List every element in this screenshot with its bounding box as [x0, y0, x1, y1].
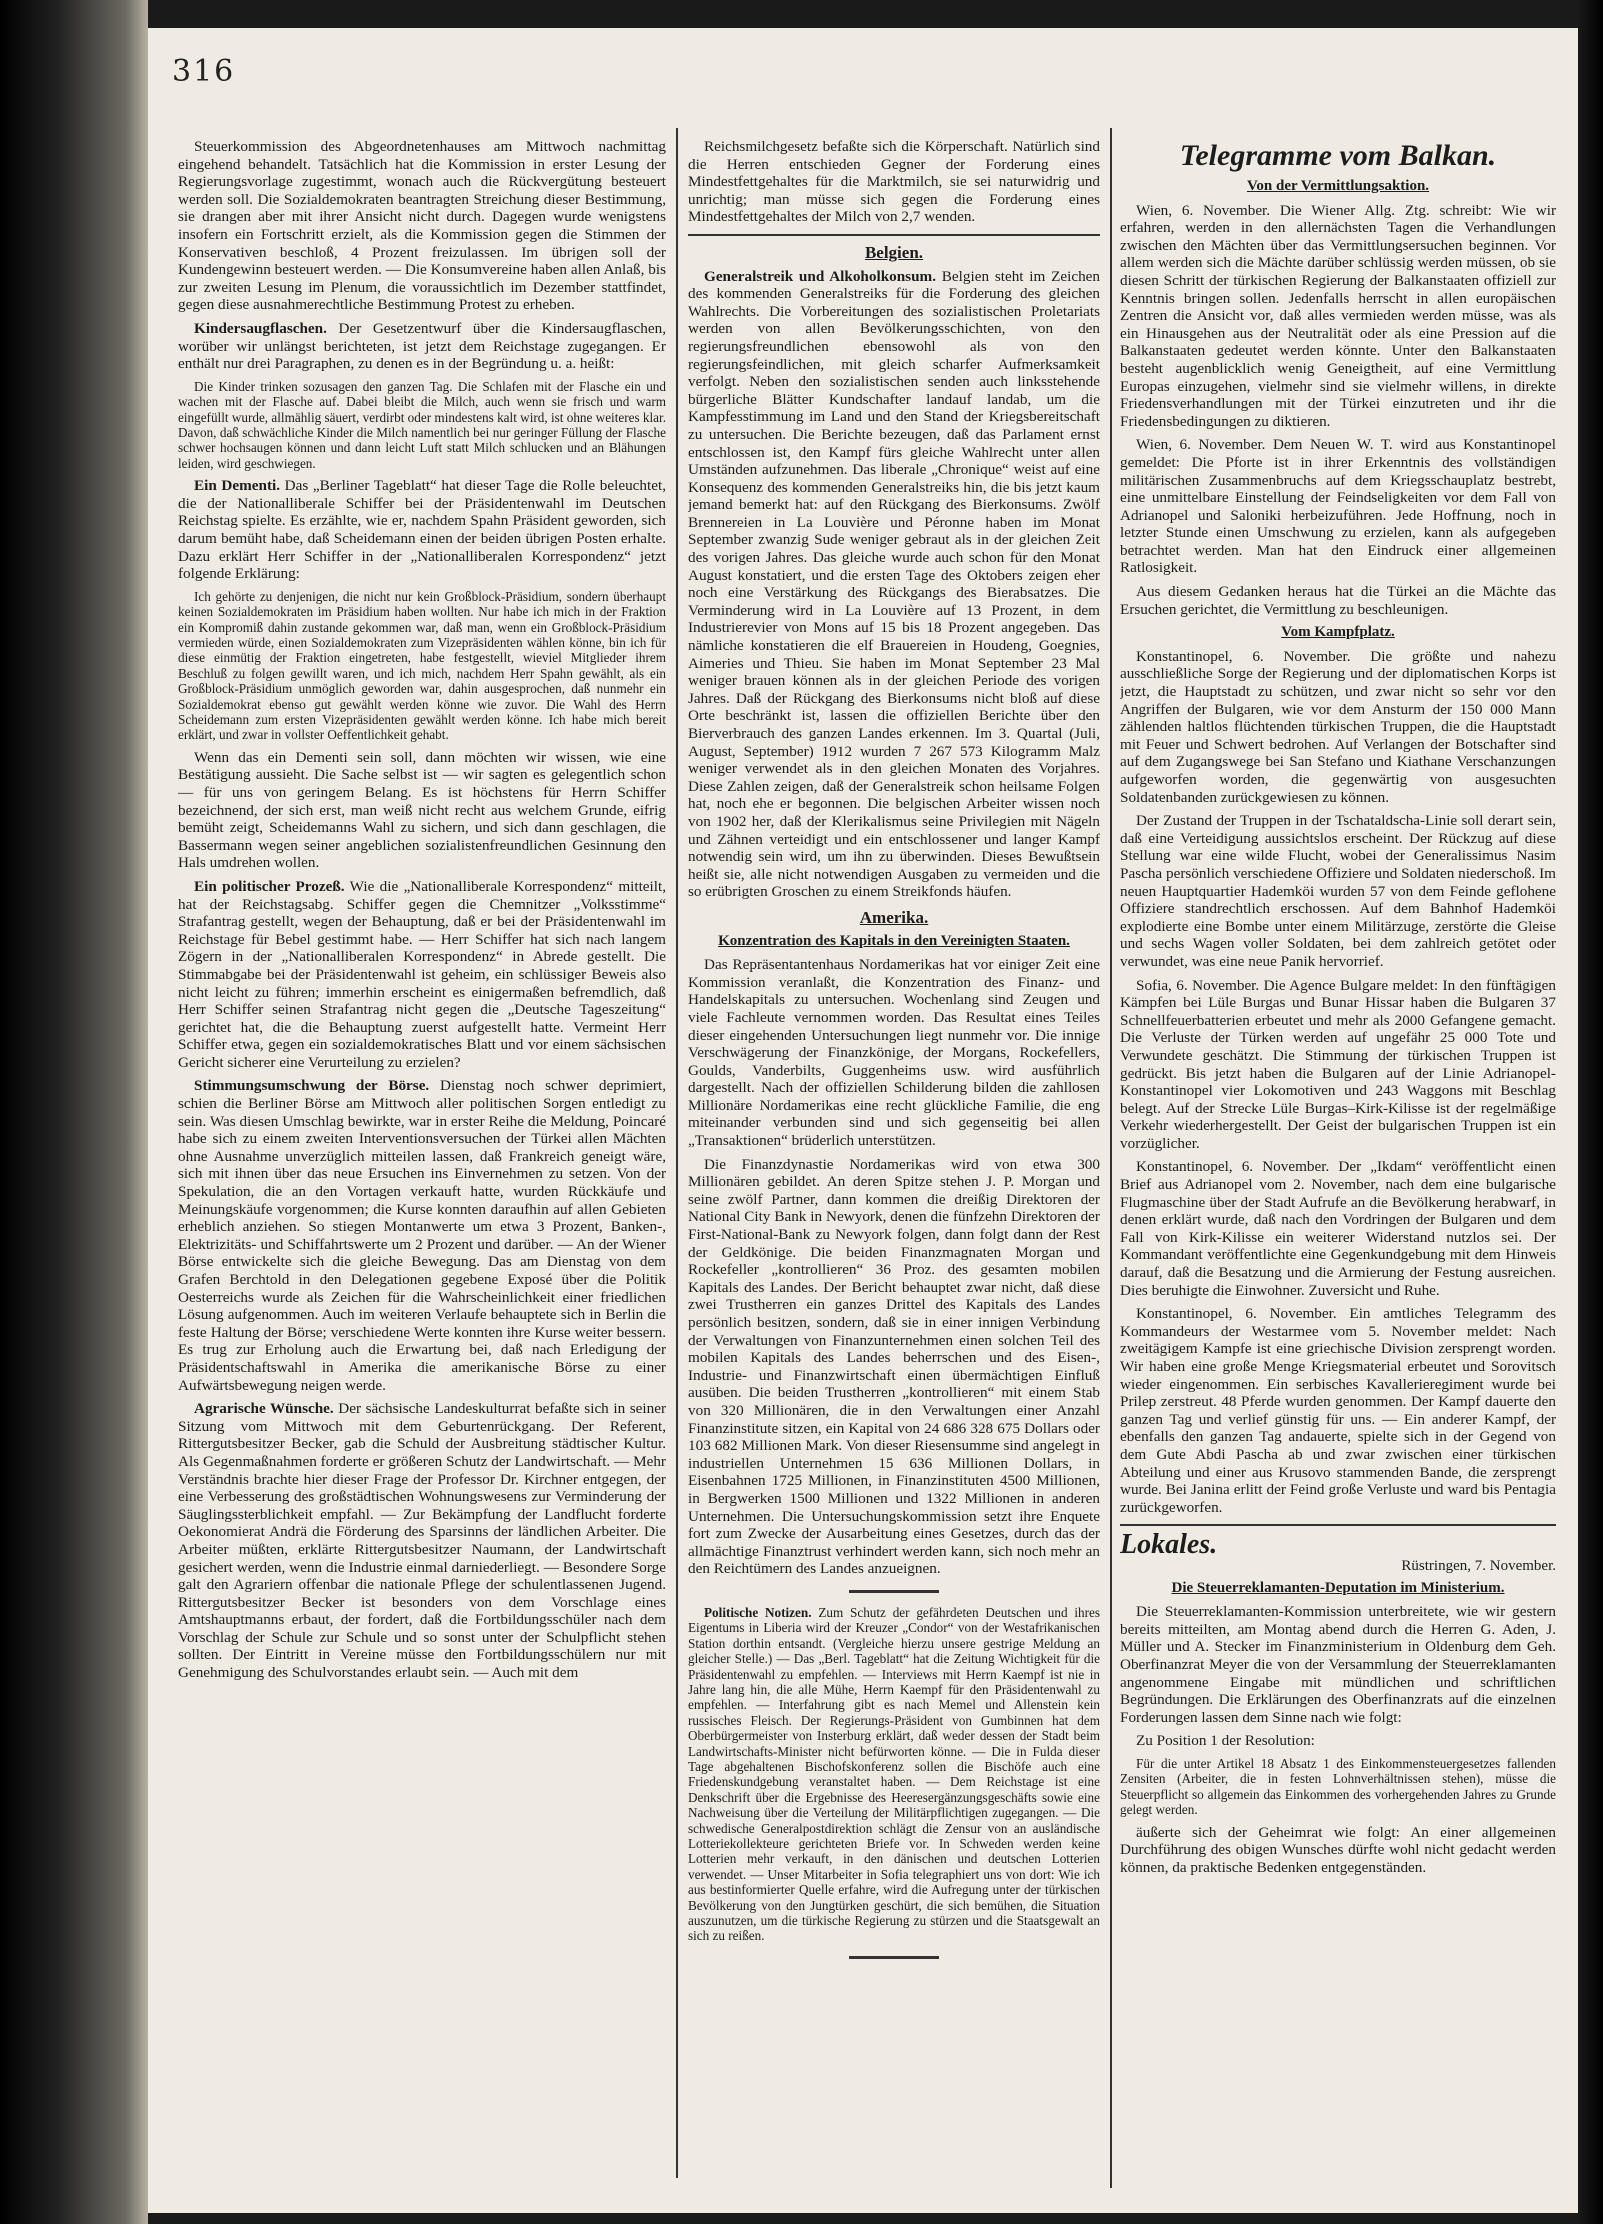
section-heading-amerika: Amerika. — [859, 907, 929, 927]
dateline: Rüstringen, 7. November. — [1401, 1557, 1556, 1574]
paragraph — [688, 268, 1100, 901]
paragraph: äußerte sich der Geheimrat wie folgt: An einer allgemeinen Durchführung des obigen Wunsches dürfte wohl nicht gedacht werden können, da praktische Bedenken entgegenständen. — [1120, 1823, 1556, 1876]
article-text: Belgien steht im Zeichen des kommenden Generalstreiks für die Forderung des gleichen Wahlrechts. Die Vorbereitungen des sozialistischen Proletariats werden von allen Bevölkerungsschichten, von den regierungsfreundlichen ebensowohl als von den regierungsfeindlichen, mit gleich scharfer Aufmerksamkeit verfolgt. Neben den sozialistischen senden auch linksstehende bürgerliche Blätter Kundschafter landauf landab, um die Kampfesstimmung im Land und den Stand der Kriegsbereitschaft zu untersuchen. Die Berichte bezeugen, daß das Parlament ernst entschlossen ist, den Kampf fürs gleiche Wahlrecht unter allen Umständen aufzunehmen. Das liberale „Chronique“ weist auf eine Konsequenz des kommenden Generalstreiks hin, die bis jetzt kaum jemand bemerkt hat: auf den Rückgang des Bierkonsums. Zwölf Brennereien in La Louvière und Péronne haben im Monat September zwanzig Sude weniger gebraut als in der gleichen Zeit des vorigen Jahres. Das gleiche wurde auch schon für den Monat August konstatiert, und die ersten Tage des Oktobers zeigen eher noch eine Verstärkung des Rückgangs des Bierabsatzes. Die Verminderung wird in La Louvière auf 13 Prozent, in dem Industrierevier von Mons auf 15 bis 18 Prozent angegeben. Das nämliche konstatieren die elf Brauereien in Houdeng, Goegnies, Aimeries und Thieu. Sie haben im Monat September 23 Mal weniger brauen können als in der gleichen Periode des vorigen Jahres. Daß der Rückgang des Bierkonsums nicht bloß auf diese Orte beschränkt ist, lassen die offiziellen Berichte über den Bierverbrauch des ganzen Landes erkennen. Im 3. Quartal (Juli, August, September) 1912 wurden 7 267 573 Kilogramm Malz weniger verwendet als in den gleichen Monaten des Vorjahres. Diese Zahlen zeigen, daß der Generalstreik schon heilsame Folgen hat, noch ehe er begonnen. Die belgischen Arbeiter wissen noch von 1902 her, daß der Klerikalismus seine Privilegien mit Nägeln und Zähnen verteidigt und ein entschlossener und langer Kampf notwendig sein wird, um ihn zu überwinden. Dieses Bewußtsein heißt sie, alle nicht notwendigen Ausgaben zu vermeiden und die so erübrigten Groschen zu einem Streikfonds häufen. — [688, 267, 1100, 901]
section-title-balkan: Telegramme vom Balkan. — [1179, 139, 1497, 172]
divider — [688, 234, 1100, 236]
article-subheading: Vom Kampfplatz. — [1281, 624, 1395, 641]
paragraph — [178, 320, 666, 373]
paragraph: Der Zustand der Truppen in der Tschataldscha-Linie soll derart sein, daß eine Verteidigung aussichtslos erscheint. Der Rückzug auf diese Stellung war eine wilde Flucht, wobei der Generalissimus Nasim Pascha persönlich verschiedene Offiziere und Soldaten niederschoß. Im neuen Hauptquartier Hademköi wurden 57 von dem Feinde geflohene Offiziere standrechtlich erschossen. Auf dem Bahnhof Hademköi explodierte eine Bombe unter einem Militärzuge, zerstörte die Gleise und sechs Wagen voller Soldaten, bei dem zahlreich getötet oder verwundet, was eine neue Panik hervorrief. — [1120, 812, 1556, 970]
divider — [849, 1590, 939, 1593]
quoted-text: Die Kinder trinken sozusagen den ganzen Tag. Die Schlafen mit der Flasche ein und wachen mit der Flasche auf. Dabei bleibt die Milch, auch wenn sie frisch und warm eingefüllt wurde, allmählig säuert, verdirbt oder mindestens kalt wird, ist ohne weiteres klar. Davon, daß schwächliche Kinder die Milch namentlich bei nur geringer Füllung der Flasche schwer hochsaugen können und dann leicht Luft statt Milch schlucken und an Blähungen leiden, wird geschwiegen. — [178, 378, 666, 471]
paragraph: Die Steuerreklamanten-Kommission unterbreitete, wie wir gestern bereits mitteilten, am Montag abend durch die Herren G. Aden, J. Müller und A. Stecker im Finanzministerium in Oldenburg dem Geh. Oberfinanzrat Meyer die von der Versammlung der Steuerreklamanten angenommene Eingabe mit mündlichen und schriftlichen Begründungen. Die Erklärungen des Oberfinanzrats auf die einzelnen Forderungen lassen dem Sinne nach wie folgt: — [1120, 1603, 1556, 1726]
column-right — [1120, 138, 1556, 2198]
column-rule-2 — [1110, 128, 1112, 2188]
article-text: Zum Schutz der gefährdeten Deutschen und ihres Eigentums in Liberia wird der Kreuzer „Condor“ von der Westafrikanischen Station dorthin entsandt. (Vergleiche hierzu unsere gestrige Meldung an gleicher Stelle.) — Das „Berl. Tageblatt“ hat die Zeitung Wichtigkeit für die Präsidentenwahl zu empfehlen. — Interviews mit Herrn Kaempf ist nie in Jahre lang hin, die alle Mühe, Herrn Kaempf für den Präsidentenwahl zu empfehlen. — Interfahrung gibt es nach Memel und Allenstein kein russisches Fleisch. Der Regierungs-Präsident von Gumbinnen hat dem Oberbürgermeister von Insterburg erklärt, daß weder dessen der Stadt beim Landwirtschafts-Minister nicht befürworten könne. — Die in Fulda dieser Tage abgehaltenen Bischofskonferenz sollen die Bischöfe auch eine Friedenskundgebung veranstaltet haben. — Dem Reichstage ist eine Denkschrift über die Ergebnisse des Heeresergänzungsgeschäfts sowie eine Nachweisung über die Verteilung der Militärpflichtigen zugegangen. — Die schwedische Generalpostdirektion schlägt die Zensur von an ausländische Lotteriekollekteure gerichteten Briefe vor. In Schweden werden keine Lotterien mehr verkauft, in den dänischen und deutschen Lotterien verwendet. — Unser Mitarbeiter in Sofia telegraphiert uns von dort: Wie ich aus bestinformierter Quelle erfahre, wird die Aufregung unter der türkischen Bevölkerung von den Jungtürken geschürt, die sich bemühen, die Situation auszunutzen, um die türkische Regierung zu stürzen und die Staatsgewalt an sich zu reißen. — [688, 1604, 1100, 1944]
section-heading-belgien: Belgien. — [864, 242, 924, 262]
paragraph: Sofia, 6. November. Die Agence Bulgare meldet: In den fünftägigen Kämpfen bei Lüle Burgas und Bunar Hissar haben die Bulgaren 37 Schnellfeuerbatterien erbeutet und mehr als 2000 Gefangene gemacht. Die Verluste der Türken werden auf ungefähr 25 000 Tote und Verwundete geschätzt. Die Stimmung der türkischen Truppen ist gedrückt. Bis jetzt haben die Bulgaren auf der Linie Adrianopel-Konstantinopel vier Lokomotiven und 243 Waggons mit Beschlag belegt. Auf der Strecke Lüle Burgas–Kirk-Kilisse ist der regelmäßige Verkehr wiederhergestellt. Der Geist der bulgarischen Truppen ist ein vorzüglicher. — [1120, 976, 1556, 1152]
quoted-text: Ich gehörte zu denjenigen, die nicht nur kein Großblock-Präsidium, sondern überhaupt keinen Sozialdemokraten im Präsidium haben wollten. Nur habe ich mich in der Fraktion ein Kompromiß dahin zustande gekommen war, daß man, wenn ein Großblock-Präsidium vermieden würde, einen Sozialdemokraten zum Vizepräsidenten wählen könne, bin ich für diese einmütig der Fraktion eingetreten, habe festgestellt, wieviel Mitglieder ihrem Beschluß zu folgen gewillt waren, und ich mich, nachdem Herr Spahn gewählt, als ein Großblock-Präsidium unmöglich geworden war, dahin ausgesprochen, daß nunmehr ein Sozialdemokrat ebenso gut gewählt werden könne wie zuvor. Die Wahl des Herrn Scheidemann zum ersten Vizepräsidenten gewählt werden könne. Ich habe mich bereit erklärt, und zwar in vollster Oeffentlichkeit gehabt. — [178, 588, 666, 743]
paragraph: Konstantinopel, 6. November. Ein amtliches Telegramm des Kommandeurs der Westarmee vom 5. November meldet: Nach zweitägigem Kampfe ist eine griechische Division zersprengt worden. Wir haben eine große Menge Kriegsmaterial erbeutet und Sorovitsch wieder eingenommen. Ein serbisches Kavallerieregiment wurde bei Prilep zerstreut. 48 Pferde wurden genommen. Der Kampf dauerte den ganzen Tag und verlief günstig für uns. — Ein anderer Kampf, der ebenfalls den ganzen Tag andauerte, spielte sich in der Gegend von dem Gute Abdi Pascha ab und zwar zwischen einer türkischen Abteilung und einer aus Krusovo stammenden Bande, die zersprengt wurde. Bei Janina erlitt der Feind große Verluste und ward bis Pentagia zurückgeworfen. — [1120, 1305, 1556, 1516]
article-text: Wie die „Nationalliberale Korrespondenz“ mitteilt, hat der Reichstagsabg. Schiffer gegen die Chemnitzer „Volksstimme“ Strafantrag gestellt, wegen der Behauptung, daß er bei der Präsidentenwahl im Reichstage für Bebel gestimmt habe. — Herr Schiffer hat sich nach langem Zögern in der „Nationalliberalen Korrespondenz“ in Abrede gestellt. Die Stimmabgabe bei der Präsidentenwahl ist geheim, ein schlüssiger Beweis also nicht leicht zu führen; immerhin erscheint es einigermaßen befremdlich, daß Herr Schiffer seinen Strafantrag nicht gegen die „Deutsche Tageszeitung“ gerichtet hat, die die Behauptung zuerst aufgestellt hatte. Vermeint Herr Schiffer etwa, gegen ein sozialdemokratisches Blatt und vor einem sächsischen Gericht sicherer eine Verurteilung zu erzielen? — [178, 877, 666, 1071]
paragraph: Wien, 6. November. Die Wiener Allg. Ztg. schreibt: Wie wir erfahren, werden in den allernächsten Tagen die Verhandlungen zwischen den Mächten über das Vermittlungsersuchen beginnen. Vor allem werden sich die Mächte darüber schlüssig werden müssen, ob sie diesen Schritt der türkischen Regierung der Balkanstaaten offiziell zur Kenntnis bringen sollen. Jedenfalls herrscht in allen europäischen Zentren die Ansicht vor, daß alles vermieden werden müsse, was als ein Hinausgehen aus der Neutralität oder als eine Pression auf die Balkanstaaten gedeutet werden könnte. Unter den Balkanstaaten besteht augenblicklich wenig Geneigtheit, auf eine Vermittlung Europas einzugehen, vielmehr sind sie vielmehr willens, in direkte Friedensverhandlungen mit der Türkei einzutreten und ihr die Friedensbedingungen zu diktieren. — [1120, 201, 1556, 430]
article-subheading: Die Steuerreklamanten-Deputation im Ministerium. — [1171, 1579, 1505, 1596]
page-number: 316 — [172, 54, 236, 89]
paragraph: Reichsmilchgesetz befaßte sich die Körperschaft. Natürlich sind die Herren entschieden Gegner der Forderung eines Mindestfettgehaltes für die Marktmilch, sie sei naturwidrig und unrichtig; man müsse sich gegen die Forderung eines Mindestfettgehaltes der Milch von 2,7 wenden. — [688, 138, 1100, 226]
notice-paragraph — [688, 1605, 1100, 1944]
article-heading: Agrarische Wünsche. — [194, 1400, 334, 1418]
book-edge-right — [1577, 0, 1603, 2224]
paragraph: Aus diesem Gedanken heraus hat die Türkei an die Mächte das Ersuchen gerichtet, die Vermittlung zu beschleunigen. — [1120, 583, 1556, 618]
paragraph — [178, 477, 666, 583]
paragraph: Konstantinopel, 6. November. Die größte und nahezu ausschließliche Sorge der Regierung und der diplomatischen Korps ist jetzt, die Hauptstadt zu schützen, und zwar nicht so sehr vor den Angriffen der Bulgaren, wie vor dem Ansturm der 150 000 Mann zählenden haltlos flüchtenden türkischen Truppen, die die Hauptstadt mit Feuer und Schwert bedrohen. Auf Verlangen der Botschafter sind auf dem Zugangswege bei San Stefano und Kiathane Verschanzungen aufgeworfen worden, die gegenwärtig von ausgesuchten Soldatenbanden zurückgewiesen zu können. — [1120, 647, 1556, 806]
section-title-lokales: Lokales. — [1120, 1529, 1218, 1561]
article-heading: Kindersaugflaschen. — [194, 319, 327, 337]
paragraph: Die Finanzdynastie Nordamerikas wird von etwa 300 Millionären gebildet. An deren Spitze stehen J. P. Morgan und seine zwölf Partner, dann kommen die dreißig Direktoren der National City Bank in Newyork, denen die fünfzehn Direktoren der First-National-Bank zu Newyork folgen, dann folgt dann der Rest der Geldkönige. Die beiden Finanzmagnaten Morgan und Rockefeller „kontrollieren“ 36 Proz. des gesamten mobilen Kapitals des Landes. Der Bericht behauptet zwar nicht, daß diese zwei Trustherren ein ganzes Drittel des Kapitals des Landes persönlich besitzen, sondern, daß sie in einer innigen Verbindung der Verwaltungen von Finanzunternehmen einen solchen Teil des mobilen Kapitals des Landes beherrschen und des Eisen-, Industrie- und Finanzwirtschaft einen übermächtigen Einfluß ausüben. Die beiden Trustherren „kontrollieren“ mit einem Stab von 320 Millionären, die in den Verwaltungen einer Anzahl Finanzinstitute sitzen, ein Kapital von 24 686 328 675 Dollars oder 103 682 Millionen Mark. Von dieser Riesensumme sind angelegt in industriellen Unternehmen 15 636 Millionen Dollars, in Eisenbahnen 1725 Millionen, in Finanzinstituten 4500 Millionen, in Bergwerken 1500 Millionen und 1322 Millionen in anderen Unternehmen. Die Untersuchungskommission setzt ihre Enquete fort zum Zwecke der Ausarbeitung eines Gesetzes, durch das der allmächtige Finanztrust verhindert werden kann, sich noch mehr an den Reichtümern des Landes anzueignen. — [688, 1155, 1100, 1578]
paragraph: Konstantinopel, 6. November. Der „Ikdam“ veröffentlicht einen Brief aus Adrianopel vom 2. November, nach dem eine bulgarische Flugmaschine über der Stadt Aufrufe an die Bevölkerung herabwarf, in denen erklärt wurde, daß nach den Vordringen der Bulgaren und dem Fall von Kirk-Kilisse ein weiterer Widerstand nutzlos sei. Der Kommandant veröffentlichte eine Gegenkundgebung mit dem Hinweis darauf, daß die Besatzung und die Armierung der Festung ausreichen. Dies beruhigte die Einwohner. Zuversicht und Ruhe. — [1120, 1158, 1556, 1299]
paragraph: Das Repräsentantenhaus Nordamerikas hat vor einiger Zeit eine Kommission veranlaßt, die Konzentration des Finanz- und Handelskapitals zu untersuchen. Wochenlang sind Zeugen und viele Fachleute vernommen worden. Das Resultat eines Teiles dieser eingehenden Untersuchungen liegt nunmehr vor. Die innige Verschwägerung der Finanzkönige, der Morgans, Rockefellers, Goulds, Vanderbilts, Guggenheims usw. wird ausführlich dargestellt. Nach der offiziellen Schilderung bilden die zahllosen Millionäre Nordamerikas eine recht glückliche Familie, die eng miteinander verbunden sind und sich gegenseitig bei allen „Transaktionen“ brüderlich unterstützen. — [688, 956, 1100, 1150]
paragraph — [178, 1400, 666, 1682]
column-middle — [688, 138, 1100, 2178]
newspaper-page — [148, 28, 1578, 2213]
article-text: Der Gesetzentwurf über die Kindersaugflaschen, worüber wir unlängst berichteten, ist jetzt dem Reichstage zugegangen. Er enthält nur drei Paragraphen, zu denen es in der Begründung u. a. heißt: — [178, 319, 666, 373]
article-subheading: Konzentration des Kapitals in den Vereinigten Staaten. — [718, 932, 1070, 949]
article-heading: Generalstreik und Alkoholkonsum. — [704, 267, 936, 285]
article-text: Das „Berliner Tageblatt“ hat dieser Tage die Rolle beleuchtet, die der Nationalliberale Schiffer bei der Präsidentenwahl im Deutschen Reichstag spielte. Es erzählte, wie er, nachdem Spahn Präsident geworden, sich darum bemüht habe, daß Scheidemann einen der beiden übrigen Posten erhalte. Dazu erklärt Herr Schiffer in der „Nationalliberalen Korrespondenz“ jetzt folgende Erklärung: — [178, 477, 666, 583]
article-heading: Politische Notizen. — [704, 1604, 812, 1620]
paragraph — [178, 878, 666, 1072]
paragraph — [178, 1077, 666, 1394]
book-spine-left — [0, 0, 148, 2224]
article-heading: Stimmungsumschwung der Börse. — [194, 1077, 430, 1095]
quoted-text: Für die unter Artikel 18 Absatz 1 des Einkommensteuergesetzes fallenden Zensiten (Arbeiter, die in festen Lohnverhältnissen stehen), müsse die Steuerpflicht so allgemein das Einkommen des vorhergehenden Jahres zu Grunde gelegt werden. — [1120, 1755, 1556, 1818]
article-subheading: Von der Vermittlungsaktion. — [1246, 178, 1430, 194]
article-heading: Ein Dementi. — [194, 477, 281, 495]
article-text: Der sächsische Landeskulturrat befaßte sich in seiner Sitzung vom Mittwoch mit dem Geburtenrückgang. Der Referent, Rittergutsbesitzer Becker, gab die Schuld der Ausbreitung städtischer Kultur. Als Gegenmaßnahmen forderte er größeren Schutz der Landwirtschaft. — Mehr Verständnis brachte hier dieser Frage der Professor Dr. Kirchner entgegen, der eine Verbesserung des großstädtischen Wohnungswesens zur Verminderung der Säuglingssterblichkeit empfahl. — Zur Bekämpfung der Landflucht forderte Oekonomierat Andrä die Förderung des Sparsinns der ländlichen Arbeiter. Die Arbeiter müßten, erklärte Rittergutsbesitzer Naumann, der Landwirtschaft gesichert werden, wenn die Industrie einmal darniederliegt. — Besondere Sorge galt den Agrariern offenbar die nationale Pflege der schulentlassenen Jugend. Rittergutsbesitzer Becker ist besonders von dem Vorschlage eines Amtshauptmanns erbaut, der fordert, daß die Fortbildungsschüler nach dem Vorschlag der Schule zur Schule und so sonst unter der Schulpflicht stehen sollten. Der Eintritt in Vereine müsse den Fortbildungsschülern nur mit Genehmigung des Schulvorstandes erlaubt sein. — Auch mit dem — [178, 1400, 666, 1682]
paragraph: Steuerkommission des Abgeordnetenhauses am Mittwoch nachmittag eingehend behandelt. Tatsächlich hat die Kommission in erster Lesung der Regierungsvorlage zugestimmt, wonach auch die Rückvergütung besteuert werden soll. Die Sozialdemokraten beantragten Streichung dieser Bestimmung, sie drangen aber mit ihrer Ansicht nicht durch. Dagegen wurde wenigstens insofern ein Fortschritt erzielt, als die Kommission gegen die Stimmen der Konservativen beschloß, 4 Prozent freizulassen. Im übrigen soll der Kundengewinn besteuert werden. — Die Konsumvereine haben allen Anlaß, bis zur zweiten Lesung im Plenum, die voraussichtlich im Dezember stattfindet, gegen diese ausnahmerechtliche Bestimmung Protest zu erheben. — [178, 138, 666, 314]
paragraph: Zu Position 1 der Resolution: — [1136, 1732, 1315, 1750]
article-text: Dienstag noch schwer deprimiert, schien die Berliner Börse am Mittwoch aller politischen Sorgen entledigt zu sein. Was diesen Umschlag bewirkte, war in erster Reihe die Meldung, Poincaré habe sich zu einem zweiten Interventionsversuchen der Türkei allen Mächten ohne Ausnahme unverzüglich mitteilen lassen, daß Frankreich geneigt wäre, sich mit ihnen über das neue Ersuchen ins Einvernehmen zu setzen. Von der Spekulation, die an den Vortagen verkauft hatte, wurden Rückkäufe und Meinungskäufe vorgenommen; die Kurse konnten daraufhin auf allen Gebieten erheblich anziehen. So stiegen Montanwerte um etwa 3 Prozent, Banken-, Elektrizitäts- und Schiffahrtswerte um 2 Prozent und darüber. — An der Wiener Börse entwickelte sich die gleiche Bewegung. Das am Dienstag von dem Grafen Berchtold in den Delegationen gegebene Exposé über die Politik Oesterreichs wurde als Zeichen für die Wahrscheinlichkeit einer friedlichen Lösung aufgenommen. Auch im weiteren Verlaufe behauptete sich in Berlin die feste Haltung der Börse; verschiedene Werte konnten ihre Kurse weiter bessern. Es trug zur Erholung auch die Erwartung bei, daß nach Erledigung der Präsidentschaftswahl in Amerika die amerikanische Börse zu einer Aufwärtsbewegung neigen werde. — [178, 1077, 666, 1394]
divider — [1120, 1524, 1556, 1526]
column-rule-1 — [676, 128, 678, 2178]
paragraph: Wien, 6. November. Dem Neuen W. T. wird aus Konstantinopel gemeldet: Die Pforte ist in ihrer Erkenntnis des vollständigen militärischen Zusammenbruchs auf dem Kriegsschauplatz bestrebt, eine unmittelbare Einstellung der Feindseligkeiten vor dem Fall von Adrianopel und Saloniki herbeizuführen. Jede Hoffnung, noch in letzter Stunde einen Umschwung zu erzielen, kann als aufgegeben betrachtet werden. Man hat den Eindruck einer allgemeinen Ratlosigkeit. — [1120, 436, 1556, 577]
paragraph: Wenn das ein Dementi sein soll, dann möchten wir wissen, wie eine Bestätigung aussieht. Die Sache selbst ist — wir sagten es gelegentlich schon — für uns von geringem Belang. Es ist höchstens für Herrn Schiffer bezeichnend, der sich erst, man weiß nicht recht aus welchem Grunde, eifrig bemüht zeigt, Scheidemanns Wahl zu sichern, und sich dann geschlagen, die Bassermann wegen seiner angeblichen sozialistenfreundlichen Gesinnung den Hals umdrehen wollen. — [178, 748, 666, 872]
column-left — [178, 138, 666, 2198]
divider — [849, 1956, 939, 1959]
article-heading: Ein politischer Prozeß. — [194, 877, 345, 895]
